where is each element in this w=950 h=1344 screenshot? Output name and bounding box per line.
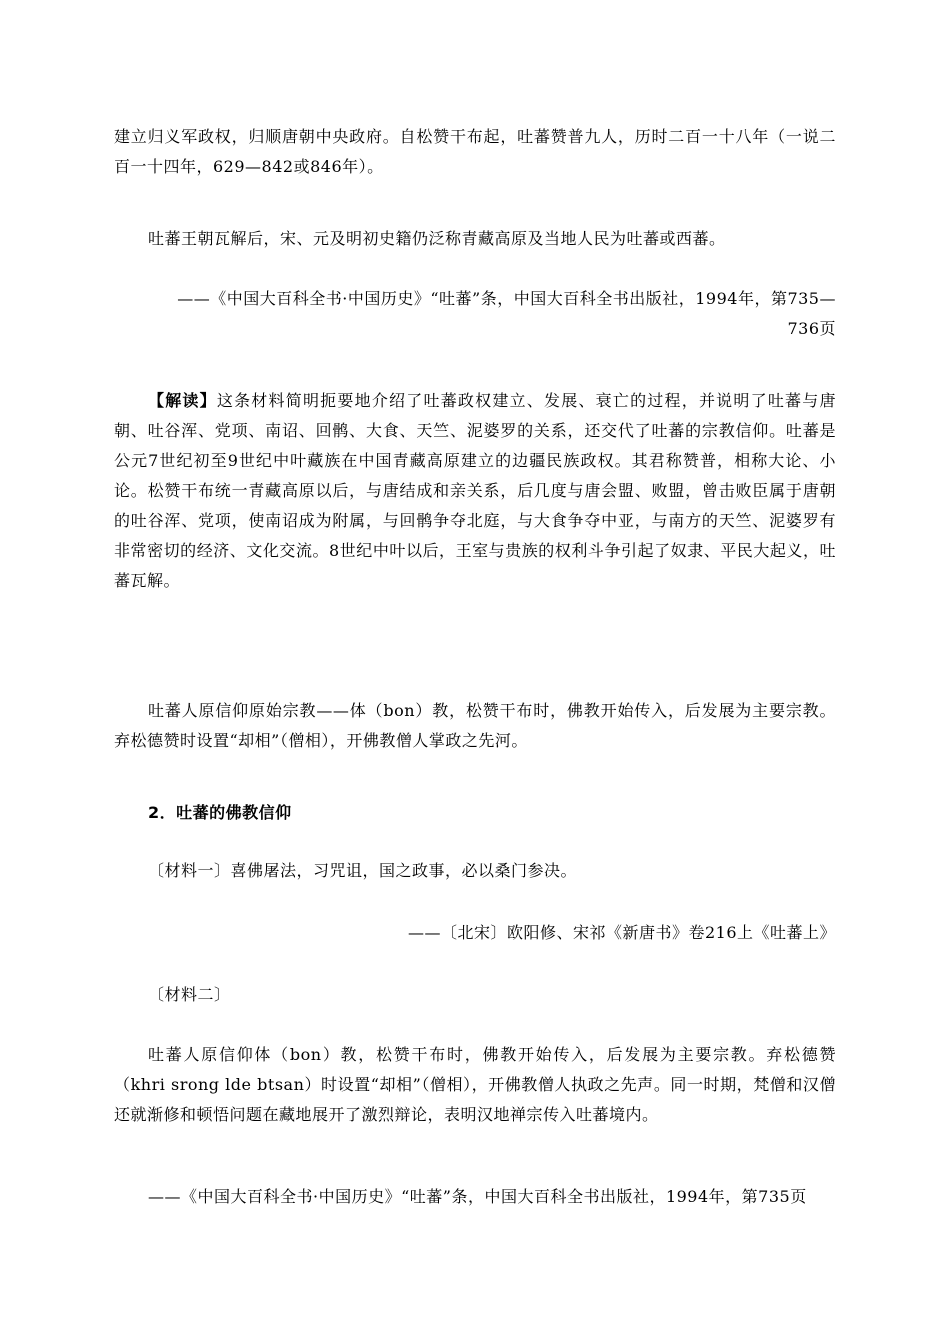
citation-line-1: ——《中国大百科全书·中国历史》“吐蕃”条，中国大百科全书出版社，1994年，第735— <box>177 289 836 308</box>
material-one: 〔材料一〕喜佛屠法，习咒诅，国之政事，必以桑门参决。 <box>148 861 578 880</box>
citation-xin-tang-shu: ——〔北宋〕欧阳修、宋祁《新唐书》卷216上《吐蕃上》 <box>407 923 836 942</box>
section-heading-buddhism: 2．吐蕃的佛教信仰 <box>148 803 292 822</box>
material-two-text: 吐蕃人原信仰体（bon）教，松赞干布时，佛教开始传入，后发展为主要宗教。弃松德赞（khri srong lde btsan）时设置“却相”（僧相），开佛教僧人执政之先声。同一时期，梵僧和汉僧还就渐修和顿悟问题在藏地展开了激烈辩论，表明汉地禅宗传入吐蕃境内。 <box>114 1045 836 1124</box>
paragraph-guiyijun: 建立归义军政权，归顺唐朝中央政府。自松赞干布起，吐蕃赞普九人，历时二百一十八年（一说二百一十四年，629—842或846年）。 <box>114 127 836 176</box>
citation-encyclopedia-2: ——《中国大百科全书·中国历史》“吐蕃”条，中国大百科全书出版社，1994年，第735页 <box>148 1187 807 1206</box>
paragraph-interpretation <box>114 386 836 596</box>
interpretation-label: 【解读】 <box>148 391 217 410</box>
material-two-label: 〔材料二〕 <box>148 985 231 1004</box>
interpretation-text: 这条材料简明扼要地介绍了吐蕃政权建立、发展、衰亡的过程，并说明了吐蕃与唐朝、吐谷浑、党项、南诏、回鹘、大食、天竺、泥婆罗的关系，还交代了吐蕃的宗教信仰。吐蕃是公元7世纪初至9世纪中叶藏族在中国青藏高原建立的边疆民族政权。其君称赞普，相称大论、小论。松赞干布统一青藏高原以后，与唐结成和亲关系，后几度与唐会盟、败盟，曾击败臣属于唐朝的吐谷浑、党项，使南诏成为附属，与回鹘争夺北庭，与大食争夺中亚，与南方的天竺、泥婆罗有非常密切的经济、文化交流。8世纪中叶以后，王室与贵族的权利斗争引起了奴隶、平民大起义，吐蕃瓦解。 <box>114 391 836 590</box>
paragraph-tubo-collapse: 吐蕃王朝瓦解后，宋、元及明初史籍仍泛称青藏高原及当地人民为吐蕃或西蕃。 <box>148 229 726 248</box>
citation-line-2: 736页 <box>787 319 836 338</box>
paragraph-bon-religion: 吐蕃人原信仰原始宗教——体（bon）教，松赞干布时，佛教开始传入，后发展为主要宗教。弃松德赞时设置“却相”（僧相），开佛教僧人掌政之先河。 <box>114 701 836 750</box>
document-page <box>114 0 836 1344</box>
citation-encyclopedia-1 <box>114 284 836 344</box>
